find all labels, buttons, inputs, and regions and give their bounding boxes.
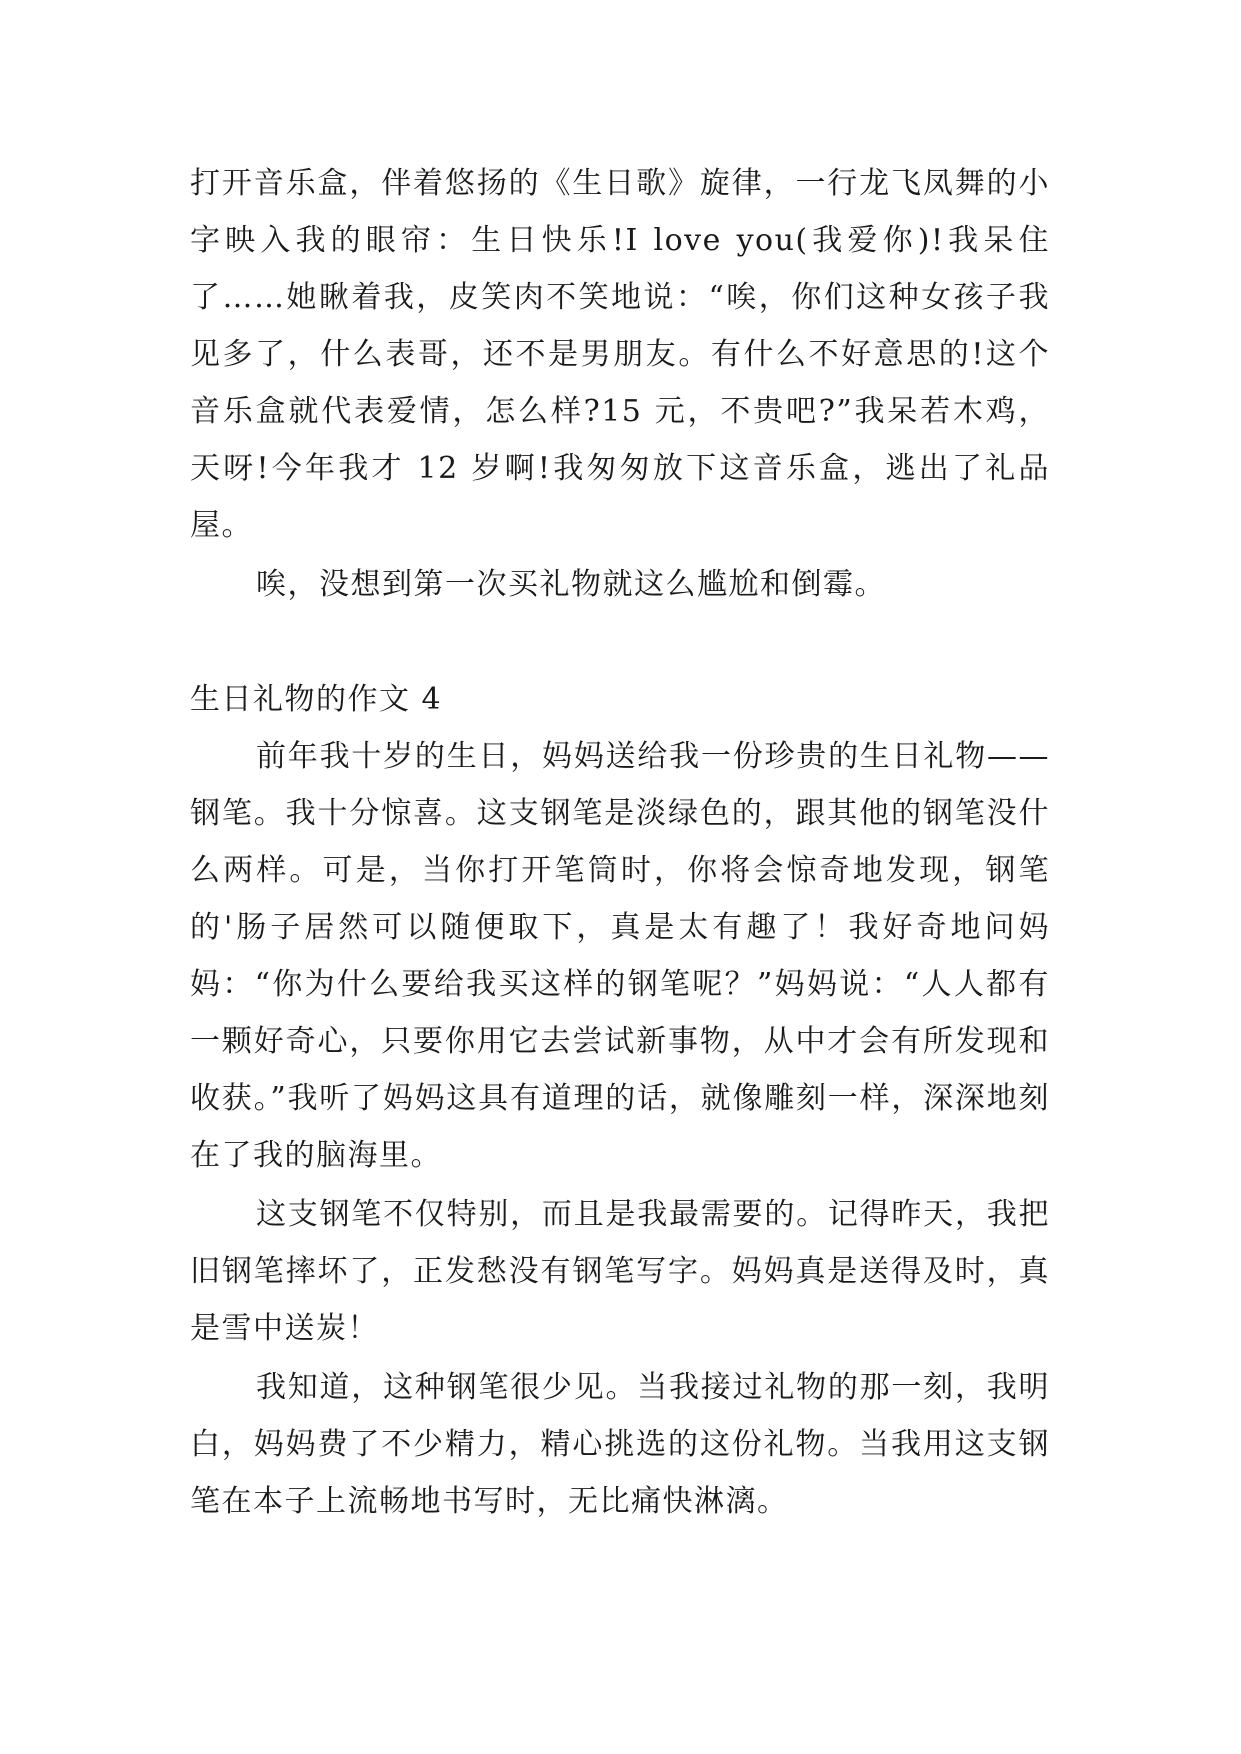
document-body [190,155,1050,1530]
paragraph-pen-needed: 这支钢笔不仅特别，而且是我最需要的。记得昨天，我把旧钢笔摔坏了，正发愁没有钢笔写字。妈妈真是送得及时，真是雪中送炭！ [190,1197,1050,1346]
section-title: 生日礼物的作文 4 [190,682,443,717]
paragraph-pen-rare: 我知道，这种钢笔很少见。当我接过礼物的那一刻，我明白，妈妈费了不少精力，精心挑选的这份礼物。当我用这支钢笔在本子上流畅地书写时，无比痛快淋漓。 [190,1370,1050,1519]
paragraph-embarrassed: 唉，没想到第一次买礼物就这么尴尬和倒霉。 [256,567,886,602]
paragraph-music-box: 打开音乐盒，伴着悠扬的《生日歌》旋律，一行龙飞凤舞的小字映入我的眼帘：生日快乐!I love you(我爱你)!我呆住了……她瞅着我，皮笑肉不笑地说：“唉，你们这种女孩子我见多了，什么表哥，还不是男朋友。有什么不好意思的!这个音乐盒就代表爱情，怎么样?15 元，不贵吧?”我呆若木鸡，天呀!今年我才 12 岁啊!我匆匆放下这音乐盒，逃出了礼品屋。 [190,166,1050,543]
paragraph-pen-gift: 前年我十岁的生日，妈妈送给我一份珍贵的生日礼物——钢笔。我十分惊喜。这支钢笔是淡绿色的，跟其他的钢笔没什么两样。可是，当你打开笔筒时，你将会惊奇地发现，钢笔的'肠子居然可以随便取下，真是太有趣了！我好奇地问妈妈：“你为什么要给我买这样的钢笔呢？”妈妈说：“人人都有一颗好奇心，只要你用它去尝试新事物，从中才会有所发现和收获。”我听了妈妈这具有道理的话，就像雕刻一样，深深地刻在了我的脑海里。 [190,739,1050,1173]
